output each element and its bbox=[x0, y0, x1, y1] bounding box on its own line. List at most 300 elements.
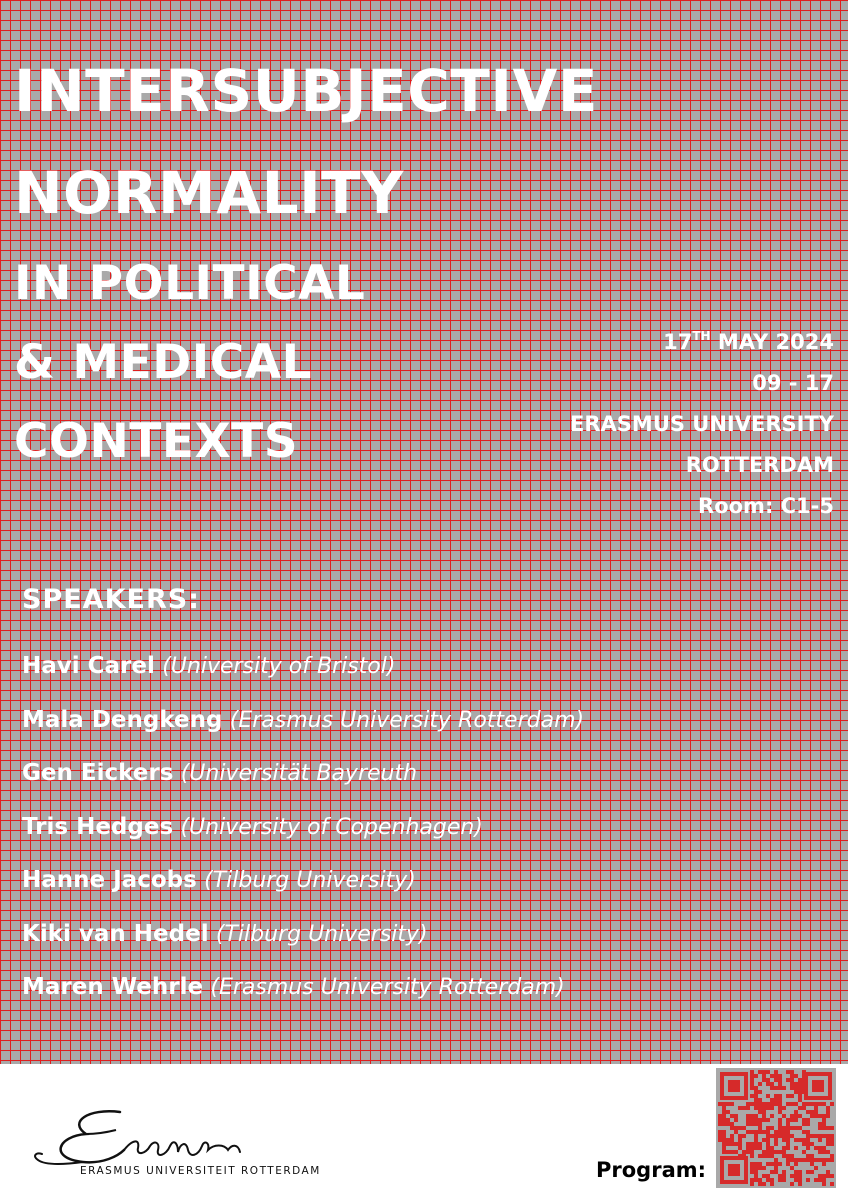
qr-module bbox=[778, 1134, 782, 1138]
title-line-4: & MEDICAL bbox=[14, 335, 313, 390]
qr-module bbox=[754, 1094, 758, 1098]
qr-module bbox=[810, 1142, 814, 1146]
qr-module bbox=[822, 1162, 826, 1166]
qr-module bbox=[750, 1182, 754, 1186]
speaker-item bbox=[22, 801, 584, 855]
qr-module bbox=[818, 1174, 822, 1178]
qr-module bbox=[766, 1174, 770, 1178]
qr-module bbox=[782, 1170, 786, 1174]
qr-module bbox=[762, 1114, 766, 1118]
qr-module bbox=[798, 1178, 802, 1182]
qr-module bbox=[786, 1142, 790, 1146]
qr-module bbox=[778, 1094, 782, 1098]
qr-module bbox=[778, 1178, 782, 1182]
qr-module bbox=[762, 1154, 766, 1158]
qr-module bbox=[790, 1094, 794, 1098]
qr-module bbox=[826, 1138, 830, 1142]
qr-module bbox=[806, 1146, 810, 1150]
qr-module bbox=[722, 1150, 726, 1154]
qr-module bbox=[762, 1150, 766, 1154]
qr-module bbox=[794, 1086, 798, 1090]
qr-module bbox=[810, 1162, 814, 1166]
qr-module bbox=[726, 1122, 730, 1126]
qr-module bbox=[818, 1150, 822, 1154]
qr-module bbox=[734, 1114, 738, 1118]
qr-module bbox=[746, 1122, 750, 1126]
qr-module bbox=[734, 1130, 738, 1134]
qr-module bbox=[826, 1126, 830, 1130]
qr-module bbox=[726, 1110, 730, 1114]
qr-module bbox=[794, 1074, 798, 1078]
qr-module bbox=[762, 1078, 766, 1082]
qr-module bbox=[750, 1094, 754, 1098]
qr-module bbox=[774, 1138, 778, 1142]
speaker-affiliation: (University of Copenhagen) bbox=[180, 814, 483, 840]
qr-module bbox=[750, 1142, 754, 1146]
qr-module bbox=[774, 1078, 778, 1082]
qr-module bbox=[798, 1126, 802, 1130]
qr-module bbox=[750, 1122, 754, 1126]
qr-module bbox=[802, 1118, 806, 1122]
qr-module bbox=[810, 1110, 814, 1114]
title-line-2: NORMALITY bbox=[14, 159, 404, 227]
qr-module bbox=[746, 1150, 750, 1154]
qr-module bbox=[754, 1086, 758, 1090]
qr-module bbox=[722, 1118, 726, 1122]
qr-module bbox=[794, 1146, 798, 1150]
qr-module bbox=[754, 1130, 758, 1134]
qr-module bbox=[766, 1126, 770, 1130]
qr-module bbox=[766, 1146, 770, 1150]
qr-module bbox=[754, 1178, 758, 1182]
qr-module bbox=[794, 1110, 798, 1114]
qr-module bbox=[798, 1094, 802, 1098]
qr-module bbox=[754, 1114, 758, 1118]
date-suffix: TH bbox=[692, 329, 711, 343]
qr-module bbox=[778, 1102, 782, 1106]
qr-module bbox=[738, 1142, 742, 1146]
qr-module bbox=[826, 1158, 830, 1162]
qr-module bbox=[746, 1142, 750, 1146]
qr-module bbox=[770, 1154, 774, 1158]
qr-module bbox=[762, 1182, 766, 1186]
qr-module bbox=[798, 1078, 802, 1082]
qr-module bbox=[814, 1146, 818, 1150]
qr-module bbox=[778, 1130, 782, 1134]
qr-module bbox=[722, 1138, 726, 1142]
qr-module bbox=[798, 1182, 802, 1186]
qr-module bbox=[826, 1134, 830, 1138]
qr-module bbox=[774, 1150, 778, 1154]
qr-module bbox=[830, 1158, 834, 1162]
qr-module bbox=[818, 1114, 822, 1118]
qr-module bbox=[730, 1134, 734, 1138]
qr-module bbox=[770, 1134, 774, 1138]
qr-module bbox=[822, 1146, 826, 1150]
qr-module bbox=[754, 1174, 758, 1178]
qr-module bbox=[758, 1098, 762, 1102]
qr-module bbox=[750, 1150, 754, 1154]
qr-module bbox=[810, 1134, 814, 1138]
qr-module bbox=[750, 1074, 754, 1078]
qr-module bbox=[770, 1126, 774, 1130]
qr-module bbox=[782, 1174, 786, 1178]
qr-module bbox=[806, 1142, 810, 1146]
qr-module bbox=[774, 1074, 778, 1078]
qr-module bbox=[790, 1078, 794, 1082]
qr-module bbox=[726, 1118, 730, 1122]
qr-module bbox=[822, 1150, 826, 1154]
qr-module bbox=[782, 1130, 786, 1134]
qr-module bbox=[782, 1138, 786, 1142]
qr-module bbox=[822, 1178, 826, 1182]
qr-module bbox=[754, 1138, 758, 1142]
qr-module bbox=[750, 1086, 754, 1090]
qr-module bbox=[790, 1126, 794, 1130]
title-line-1: INTERSUBJECTIVE bbox=[14, 57, 598, 125]
qr-module bbox=[786, 1162, 790, 1166]
qr-module bbox=[786, 1146, 790, 1150]
qr-module bbox=[802, 1142, 806, 1146]
qr-module bbox=[774, 1158, 778, 1162]
qr-module bbox=[766, 1078, 770, 1082]
qr-module bbox=[786, 1078, 790, 1082]
qr-module bbox=[750, 1166, 754, 1170]
qr-module bbox=[758, 1118, 762, 1122]
qr-module bbox=[734, 1118, 738, 1122]
qr-module bbox=[786, 1130, 790, 1134]
qr-module bbox=[802, 1150, 806, 1154]
qr-module bbox=[774, 1134, 778, 1138]
qr-module bbox=[786, 1118, 790, 1122]
speaker-name: Havi Carel bbox=[22, 653, 155, 679]
qr-module bbox=[754, 1142, 758, 1146]
qr-module bbox=[750, 1082, 754, 1086]
qr-module bbox=[758, 1154, 762, 1158]
qr-module bbox=[794, 1170, 798, 1174]
qr-module bbox=[826, 1110, 830, 1114]
qr-module bbox=[766, 1082, 770, 1086]
qr-module bbox=[826, 1170, 830, 1174]
qr-module bbox=[818, 1158, 822, 1162]
qr-module bbox=[794, 1162, 798, 1166]
qr-module bbox=[774, 1166, 778, 1170]
event-venue-line-1: ERASMUS UNIVERSITY bbox=[570, 412, 834, 436]
qr-module bbox=[766, 1142, 770, 1146]
title-line-3: IN POLITICAL bbox=[14, 256, 366, 311]
qr-module bbox=[778, 1110, 782, 1114]
qr-module bbox=[758, 1110, 762, 1114]
qr-module bbox=[806, 1118, 810, 1122]
qr-module bbox=[766, 1138, 770, 1142]
qr-module bbox=[802, 1102, 806, 1106]
qr-module bbox=[798, 1106, 802, 1110]
qr-module bbox=[830, 1102, 834, 1106]
qr-module bbox=[814, 1106, 818, 1110]
qr-module bbox=[754, 1134, 758, 1138]
qr-module bbox=[750, 1070, 754, 1074]
event-date bbox=[414, 322, 834, 363]
logo-text: ERASMUS UNIVERSITEIT ROTTERDAM bbox=[80, 1165, 321, 1177]
qr-module bbox=[774, 1162, 778, 1166]
qr-module bbox=[822, 1102, 826, 1106]
qr-module bbox=[722, 1106, 726, 1110]
qr-module bbox=[722, 1142, 726, 1146]
qr-module bbox=[730, 1142, 734, 1146]
qr-module bbox=[722, 1146, 726, 1150]
qr-module bbox=[762, 1130, 766, 1134]
qr-module bbox=[754, 1106, 758, 1110]
qr-module bbox=[814, 1110, 818, 1114]
speaker-affiliation: (University of Bristol) bbox=[162, 654, 396, 679]
qr-module bbox=[766, 1102, 770, 1106]
date-day: 17 bbox=[663, 330, 693, 354]
qr-module bbox=[766, 1134, 770, 1138]
qr-module bbox=[798, 1174, 802, 1178]
qr-module bbox=[818, 1134, 822, 1138]
qr-module bbox=[778, 1086, 782, 1090]
qr-module bbox=[718, 1130, 722, 1134]
speaker-affiliation: (Tilburg University) bbox=[204, 868, 416, 893]
qr-module bbox=[786, 1094, 790, 1098]
qr-module bbox=[774, 1086, 778, 1090]
speaker-item bbox=[22, 908, 584, 962]
qr-module bbox=[774, 1070, 778, 1074]
qr-module bbox=[806, 1110, 810, 1114]
qr-module bbox=[766, 1070, 770, 1074]
qr-module bbox=[830, 1174, 834, 1178]
qr-module bbox=[766, 1154, 770, 1158]
qr-module bbox=[762, 1138, 766, 1142]
qr-module bbox=[726, 1150, 730, 1154]
qr-module bbox=[750, 1162, 754, 1166]
qr-module bbox=[822, 1114, 826, 1118]
qr-module bbox=[822, 1174, 826, 1178]
qr-module bbox=[722, 1122, 726, 1126]
qr-module bbox=[722, 1130, 726, 1134]
qr-module bbox=[786, 1102, 790, 1106]
speaker-list bbox=[22, 640, 584, 1015]
qr-module bbox=[798, 1138, 802, 1142]
qr-module bbox=[786, 1158, 790, 1162]
qr-module bbox=[746, 1118, 750, 1122]
qr-module bbox=[798, 1098, 802, 1102]
qr-module bbox=[746, 1106, 750, 1110]
qr-module bbox=[758, 1166, 762, 1170]
qr-module bbox=[758, 1126, 762, 1130]
qr-module bbox=[770, 1150, 774, 1154]
qr-module bbox=[830, 1142, 834, 1146]
date-rest: MAY 2024 bbox=[710, 330, 834, 354]
qr-module bbox=[730, 1122, 734, 1126]
qr-module bbox=[770, 1086, 774, 1090]
qr-module bbox=[822, 1126, 826, 1130]
qr-module bbox=[790, 1082, 794, 1086]
qr-module bbox=[810, 1158, 814, 1162]
qr-module bbox=[758, 1182, 762, 1186]
qr-module bbox=[762, 1174, 766, 1178]
qr-module bbox=[806, 1134, 810, 1138]
qr-module bbox=[790, 1086, 794, 1090]
qr-module bbox=[778, 1126, 782, 1130]
speaker-item bbox=[22, 961, 584, 1015]
qr-module bbox=[786, 1154, 790, 1158]
qr-module bbox=[762, 1118, 766, 1122]
qr-module bbox=[738, 1146, 742, 1150]
qr-module bbox=[782, 1150, 786, 1154]
qr-module bbox=[806, 1154, 810, 1158]
qr-module bbox=[742, 1106, 746, 1110]
speaker-name: Hanne Jacobs bbox=[22, 867, 197, 893]
event-venue-line-2: ROTTERDAM bbox=[685, 453, 834, 477]
qr-module bbox=[830, 1134, 834, 1138]
qr-module bbox=[758, 1130, 762, 1134]
qr-module bbox=[786, 1134, 790, 1138]
qr-module bbox=[766, 1106, 770, 1110]
qr-module bbox=[758, 1082, 762, 1086]
qr-module bbox=[758, 1102, 762, 1106]
qr-module bbox=[782, 1086, 786, 1090]
qr-module bbox=[766, 1150, 770, 1154]
qr-module bbox=[798, 1170, 802, 1174]
qr-module bbox=[762, 1166, 766, 1170]
qr-module bbox=[774, 1170, 778, 1174]
qr-module bbox=[770, 1102, 774, 1106]
qr-module bbox=[730, 1138, 734, 1142]
qr-module bbox=[810, 1114, 814, 1118]
qr-module bbox=[798, 1086, 802, 1090]
qr-module bbox=[818, 1126, 822, 1130]
qr-module bbox=[738, 1134, 742, 1138]
qr-module bbox=[790, 1166, 794, 1170]
qr-module bbox=[778, 1106, 782, 1110]
qr-code-icon[interactable] bbox=[716, 1068, 836, 1188]
qr-module bbox=[718, 1122, 722, 1126]
qr-module bbox=[750, 1078, 754, 1082]
speaker-affiliation: (Erasmus University Rotterdam) bbox=[210, 975, 565, 1000]
qr-module bbox=[722, 1102, 726, 1106]
qr-module bbox=[778, 1078, 782, 1082]
program-label: Program: bbox=[596, 1158, 707, 1182]
qr-module bbox=[790, 1102, 794, 1106]
qr-module bbox=[746, 1114, 750, 1118]
qr-module bbox=[730, 1102, 734, 1106]
qr-module bbox=[762, 1102, 766, 1106]
qr-module bbox=[794, 1138, 798, 1142]
qr-module bbox=[830, 1138, 834, 1142]
qr-module bbox=[754, 1090, 758, 1094]
qr-module bbox=[722, 1110, 726, 1114]
qr-module bbox=[766, 1094, 770, 1098]
qr-module bbox=[802, 1106, 806, 1110]
qr-module bbox=[758, 1178, 762, 1182]
qr-module bbox=[750, 1170, 754, 1174]
qr-module bbox=[738, 1126, 742, 1130]
qr-module bbox=[790, 1074, 794, 1078]
speaker-name: Maren Wehrle bbox=[22, 974, 204, 1000]
qr-module bbox=[806, 1138, 810, 1142]
qr-module bbox=[810, 1102, 814, 1106]
qr-module bbox=[782, 1178, 786, 1182]
qr-module bbox=[718, 1114, 722, 1118]
qr-module bbox=[734, 1150, 738, 1154]
qr-module bbox=[794, 1102, 798, 1106]
qr-module bbox=[762, 1110, 766, 1114]
event-room: Room: C1-5 bbox=[698, 494, 834, 518]
qr-module bbox=[754, 1102, 758, 1106]
qr-module bbox=[754, 1162, 758, 1166]
qr-module bbox=[794, 1114, 798, 1118]
qr-module bbox=[754, 1170, 758, 1174]
qr-module bbox=[758, 1090, 762, 1094]
qr-module bbox=[818, 1122, 822, 1126]
qr-module bbox=[754, 1098, 758, 1102]
qr-module bbox=[778, 1074, 782, 1078]
qr-module bbox=[814, 1102, 818, 1106]
qr-module bbox=[790, 1070, 794, 1074]
speaker-name: Kiki van Hedel bbox=[22, 920, 209, 947]
qr-module bbox=[794, 1174, 798, 1178]
qr-module bbox=[718, 1134, 722, 1138]
qr-module bbox=[762, 1070, 766, 1074]
qr-module bbox=[782, 1154, 786, 1158]
qr-module bbox=[786, 1126, 790, 1130]
qr-module bbox=[746, 1102, 750, 1106]
qr-module bbox=[806, 1158, 810, 1162]
qr-module bbox=[810, 1154, 814, 1158]
qr-module bbox=[814, 1166, 818, 1170]
qr-module bbox=[746, 1146, 750, 1150]
qr-module bbox=[770, 1162, 774, 1166]
qr-module bbox=[758, 1122, 762, 1126]
qr-module bbox=[814, 1134, 818, 1138]
qr-module bbox=[782, 1106, 786, 1110]
qr-module bbox=[742, 1150, 746, 1154]
qr-module bbox=[822, 1122, 826, 1126]
qr-module bbox=[778, 1082, 782, 1086]
speaker-item bbox=[22, 640, 584, 694]
qr-module bbox=[770, 1082, 774, 1086]
qr-module bbox=[734, 1142, 738, 1146]
qr-module bbox=[798, 1082, 802, 1086]
qr-module bbox=[758, 1106, 762, 1110]
qr-module bbox=[806, 1130, 810, 1134]
qr-module bbox=[750, 1154, 754, 1158]
qr-module bbox=[786, 1138, 790, 1142]
qr-module bbox=[798, 1158, 802, 1162]
qr-module bbox=[822, 1134, 826, 1138]
qr-module bbox=[778, 1174, 782, 1178]
qr-module bbox=[786, 1122, 790, 1126]
qr-module bbox=[754, 1118, 758, 1122]
qr-module bbox=[782, 1126, 786, 1130]
qr-module bbox=[766, 1178, 770, 1182]
qr-module bbox=[794, 1126, 798, 1130]
qr-module bbox=[722, 1114, 726, 1118]
qr-module bbox=[738, 1106, 742, 1110]
qr-module bbox=[754, 1146, 758, 1150]
qr-module bbox=[770, 1106, 774, 1110]
speaker-name: Mala Dengkeng bbox=[22, 706, 223, 733]
qr-module bbox=[774, 1142, 778, 1146]
qr-module bbox=[718, 1102, 722, 1106]
qr-module bbox=[726, 1138, 730, 1142]
qr-module bbox=[826, 1114, 830, 1118]
qr-module bbox=[790, 1182, 794, 1186]
qr-module bbox=[794, 1082, 798, 1086]
qr-module bbox=[774, 1098, 778, 1102]
qr-module bbox=[766, 1162, 770, 1166]
